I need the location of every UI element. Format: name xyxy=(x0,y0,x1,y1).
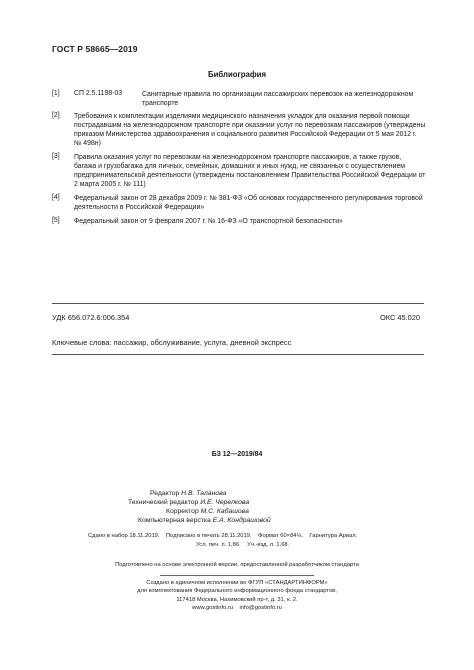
ref-code-1: СП 2.5.1198-03 xyxy=(74,90,123,97)
ref-number-5: [5] xyxy=(52,217,60,224)
credit-name: И.Е. Черепкова xyxy=(200,499,250,506)
credit-editor xyxy=(150,489,450,498)
publisher-line2: для комплектования Федерального информационного фонда стандартов, xyxy=(137,588,337,594)
credit-name: М.С. Кабашова xyxy=(200,508,249,515)
divider-bottom xyxy=(52,354,424,355)
credit-layout xyxy=(138,516,438,525)
ref-number-4: [4] xyxy=(52,194,60,201)
ref-line: транспорте xyxy=(142,100,179,107)
ref-text-1 xyxy=(142,90,428,108)
divider-top xyxy=(52,303,424,304)
ref-number-1: [1] xyxy=(52,90,60,97)
ref-line: Федеральный закон от 28 декабря 2009 г. № 381-ФЗ «Об основах государственного регулирования торговой xyxy=(74,195,423,202)
oks-code: ОКС 45.020 xyxy=(380,313,420,322)
ref-line: багажа и грузобагажа для личных, семейных, домашних и иных нужд, не связанных с осуществлением xyxy=(74,163,406,170)
ref-line: 2 марта 2005 г. № 111) xyxy=(74,181,146,188)
ref-text-4 xyxy=(74,194,428,212)
credit-name: Н.В. Таланова xyxy=(181,490,227,497)
print-info-line1: Сдано в набор 18.11.2019. Подписано в печать 28.11.2019. Формат 60×84⅛. Гарнитура Ариал. xyxy=(88,533,358,539)
credit-role: Компьютерная верстка xyxy=(138,517,213,524)
ref-line: Санитарные правила по организации пассажирских перевозок на железнодорожном xyxy=(142,91,414,98)
ref-line: приказом Министерства здравоохранения и социального развития Российской Федерации от 5 мая 2012 г. xyxy=(74,131,417,138)
publisher-rule xyxy=(160,575,314,576)
ref-text-3 xyxy=(74,153,428,189)
ref-line: Требования к комплектации изделиями медицинского назначения укладок для оказания первой помощи xyxy=(74,113,410,120)
ref-line: Правила оказания услуг по перевозкам на железнодорожном транспорте пассажиров, а также грузов, xyxy=(74,154,402,161)
credit-role: Корректор xyxy=(166,508,201,515)
ref-line: пострадавшим на железнодорожном транспорте при оказании услуг по перевозкам пассажиров (утверждены xyxy=(74,122,426,129)
publisher-line4: www.gostinfo.ru info@gostinfo.ru xyxy=(192,605,282,611)
credit-corrector xyxy=(166,507,466,516)
ref-line: № 498н) xyxy=(74,140,101,147)
credit-tech-editor xyxy=(128,498,428,507)
standard-header: ГОСТ Р 58665—2019 xyxy=(52,44,138,54)
ref-text-2 xyxy=(74,112,428,148)
issue-number: БЗ 12—2019/84 xyxy=(211,451,263,458)
ref-line: Федеральный закон от 9 февраля 2007 г. № 16-ФЗ «О транспортной безопасности» xyxy=(74,218,343,225)
bibliography-title: Библиография xyxy=(207,70,267,79)
prepared-note: Подготовлено на основе электронной версии, предоставленной разработчиком стандарта xyxy=(115,562,359,568)
ref-number-2: [2] xyxy=(52,112,60,119)
publisher-line3: 117418 Москва, Нахимовский пр-т, д. 31, к. 2. xyxy=(176,597,298,603)
ref-number-3: [3] xyxy=(52,153,60,160)
ref-line: деятельности в Российской Федерации» xyxy=(74,204,205,211)
print-info-line2: Усл. печ. л. 1,86. Уч.-изд. л. 1,68. xyxy=(196,542,290,548)
ref-text-5 xyxy=(74,217,428,226)
keywords: Ключевые слова: пассажир, обслуживание, услуга, дневной экспресс xyxy=(52,338,292,347)
ref-line: предпринимательской деятельности (утверждены постановлением Правительства Российской Федерации от xyxy=(74,172,426,179)
credit-role: Технический редактор xyxy=(128,499,201,506)
credit-name: Е.А. Кондрашовой xyxy=(212,517,271,524)
publisher-line1: Создано в единичном исполнении во ФГУП «СТАНДАРТИНФОРМ» xyxy=(146,580,328,586)
udk-code: УДК 656.072.6:006.354 xyxy=(52,313,130,322)
credit-role: Редактор xyxy=(150,490,182,497)
